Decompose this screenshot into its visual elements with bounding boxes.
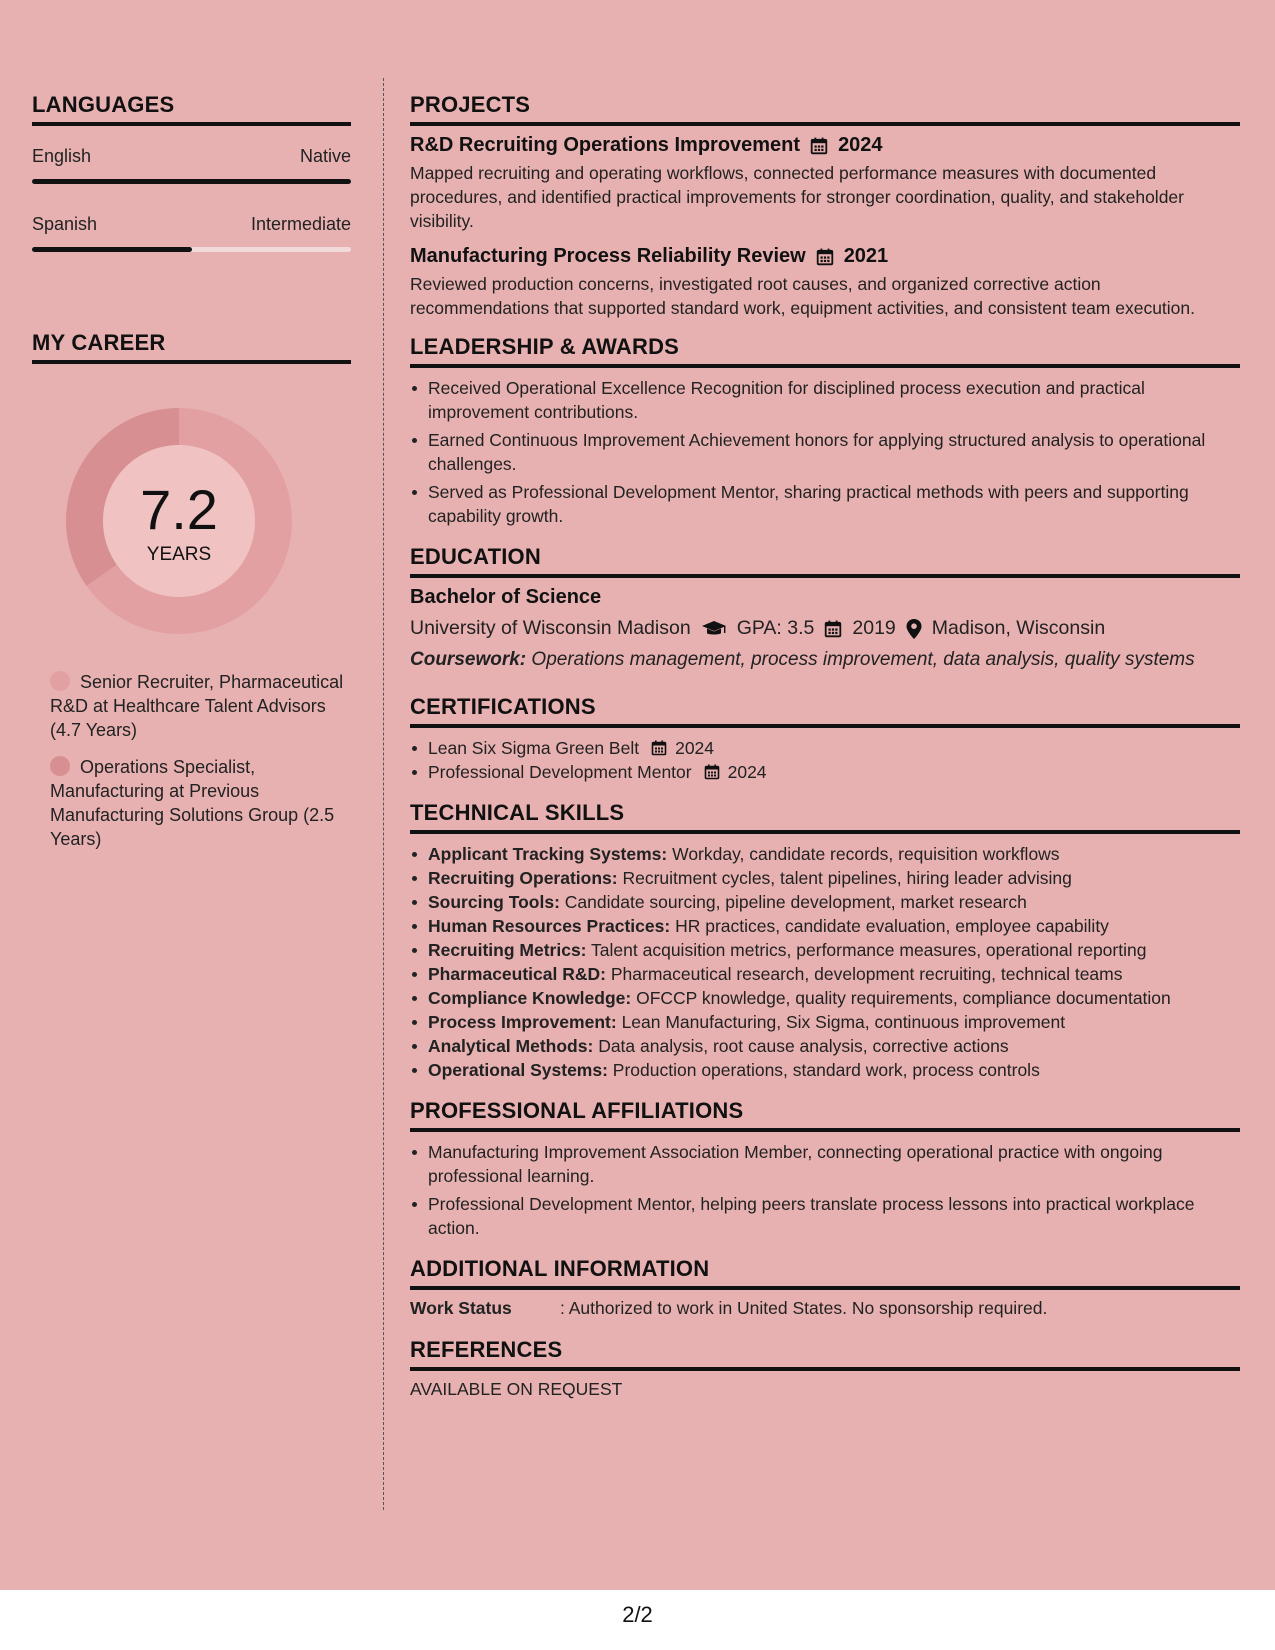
skill-value: Workday, candidate records, requisition workflows bbox=[672, 844, 1060, 864]
certifications-title: CERTIFICATIONS bbox=[410, 694, 1240, 728]
additional-section bbox=[410, 1256, 1240, 1319]
page-number: 2/2 bbox=[622, 1602, 653, 1627]
award-item: Earned Continuous Improvement Achievement honors for applying structured analysis to operational challenges. bbox=[410, 428, 1240, 476]
education-year: 2019 bbox=[852, 617, 896, 639]
legend-dot bbox=[50, 671, 70, 691]
language-level: Native bbox=[299, 146, 351, 166]
references-section bbox=[410, 1337, 1240, 1400]
left-column bbox=[32, 92, 351, 864]
work-status-label: Work Status bbox=[410, 1298, 512, 1318]
skill-item bbox=[410, 890, 1240, 914]
skill-item bbox=[410, 962, 1240, 986]
skill-label: Analytical Methods: bbox=[428, 1036, 594, 1056]
project-name: R&D Recruiting Operations Improvement bbox=[410, 134, 801, 156]
skill-item bbox=[410, 914, 1240, 938]
affiliations-title: PROFESSIONAL AFFILIATIONS bbox=[410, 1098, 1240, 1132]
career-legend-item bbox=[50, 755, 351, 851]
skill-label: Human Resources Practices: bbox=[428, 916, 671, 936]
certification-year: 2024 bbox=[675, 738, 715, 758]
language-english bbox=[32, 146, 351, 184]
project-item bbox=[410, 245, 1240, 320]
skills-section bbox=[410, 800, 1240, 1082]
graduation-cap-icon bbox=[701, 620, 727, 638]
skill-label: Applicant Tracking Systems: bbox=[428, 844, 668, 864]
skill-item bbox=[410, 986, 1240, 1010]
work-status-value: : Authorized to work in United States. No sponsorship required. bbox=[560, 1298, 1048, 1318]
awards-title: LEADERSHIP & AWARDS bbox=[410, 334, 1240, 368]
right-column bbox=[410, 92, 1240, 1400]
map-pin-icon bbox=[906, 619, 922, 639]
language-spanish bbox=[32, 214, 351, 252]
career-legend bbox=[32, 670, 351, 851]
career-total-unit: YEARS bbox=[146, 544, 212, 565]
skill-item bbox=[410, 1034, 1240, 1058]
certification-name: Professional Development Mentor bbox=[428, 762, 692, 782]
skill-value: Data analysis, root cause analysis, corrective actions bbox=[598, 1036, 1009, 1056]
calendar-icon bbox=[816, 248, 834, 266]
project-year: 2021 bbox=[843, 245, 889, 267]
additional-title: ADDITIONAL INFORMATION bbox=[410, 1256, 1240, 1290]
work-status-row bbox=[410, 1298, 1240, 1319]
skill-label: Compliance Knowledge: bbox=[428, 988, 632, 1008]
skill-value: HR practices, candidate evaluation, employee capability bbox=[675, 916, 1109, 936]
calendar-icon bbox=[824, 620, 842, 638]
skill-item bbox=[410, 1058, 1240, 1082]
skill-label: Pharmaceutical R&D: bbox=[428, 964, 606, 984]
calendar-icon bbox=[704, 764, 720, 780]
career-total-value: 7.2 bbox=[140, 478, 218, 541]
skill-value: Lean Manufacturing, Six Sigma, continuous improvement bbox=[621, 1012, 1066, 1032]
awards-section bbox=[410, 334, 1240, 528]
education-degree: Bachelor of Science bbox=[410, 586, 602, 608]
education-school: University of Wisconsin Madison bbox=[410, 617, 691, 639]
certification-item bbox=[410, 736, 1240, 760]
project-item bbox=[410, 134, 1240, 233]
award-item: Received Operational Excellence Recognition for disciplined process execution and practical improvement contributions. bbox=[410, 376, 1240, 424]
education-coursework bbox=[410, 648, 1240, 672]
project-description: Mapped recruiting and operating workflows, connected performance measures with documented procedures, and identified practical improvements for stronger coordination, quality, and stakeholder visibility. bbox=[410, 163, 1184, 231]
skill-value: Talent acquisition metrics, performance measures, operational reporting bbox=[591, 940, 1147, 960]
skill-value: OFCCP knowledge, quality requirements, compliance documentation bbox=[636, 988, 1171, 1008]
legend-dot bbox=[50, 756, 70, 776]
references-text: AVAILABLE ON REQUEST bbox=[410, 1379, 623, 1399]
award-item: Served as Professional Development Mentor, sharing practical methods with peers and supporting capability growth. bbox=[410, 480, 1240, 528]
language-bar-fill bbox=[32, 247, 192, 252]
language-level: Intermediate bbox=[250, 214, 351, 234]
languages-title: LANGUAGES bbox=[32, 92, 351, 126]
skill-item bbox=[410, 866, 1240, 890]
skill-label: Sourcing Tools: bbox=[428, 892, 560, 912]
education-location: Madison, Wisconsin bbox=[931, 617, 1106, 639]
certifications-section bbox=[410, 694, 1240, 784]
language-bar bbox=[32, 247, 351, 252]
skill-value: Candidate sourcing, pipeline development, market research bbox=[564, 892, 1027, 912]
references-title: REFERENCES bbox=[410, 1337, 1240, 1371]
coursework-text: Operations management, process improvement, data analysis, quality systems bbox=[531, 649, 1195, 670]
education-title: EDUCATION bbox=[410, 544, 1240, 578]
skill-value: Pharmaceutical research, development recruiting, technical teams bbox=[610, 964, 1123, 984]
career-role: Operations Specialist, Manufacturing at Previous Manufacturing Solutions Group (2.5 Years) bbox=[50, 757, 335, 849]
career-role: Senior Recruiter, Pharmaceutical R&D at Healthcare Talent Advisors (4.7 Years) bbox=[50, 672, 344, 740]
affiliations-section bbox=[410, 1098, 1240, 1240]
language-name: Spanish bbox=[32, 214, 98, 234]
skill-label: Process Improvement: bbox=[428, 1012, 617, 1032]
language-bar-fill bbox=[32, 179, 351, 184]
coursework-label: Coursework: bbox=[410, 649, 527, 670]
certification-name: Lean Six Sigma Green Belt bbox=[428, 738, 640, 758]
language-name: English bbox=[32, 146, 92, 166]
language-bar bbox=[32, 179, 351, 184]
skill-label: Recruiting Metrics: bbox=[428, 940, 587, 960]
project-name: Manufacturing Process Reliability Review bbox=[410, 245, 806, 267]
education-section bbox=[410, 544, 1240, 672]
skill-value: Production operations, standard work, process controls bbox=[612, 1060, 1040, 1080]
career-legend-item bbox=[50, 670, 351, 742]
education-gpa: GPA: 3.5 bbox=[736, 617, 815, 639]
calendar-icon bbox=[810, 137, 828, 155]
column-divider bbox=[383, 78, 384, 1510]
career-donut-chart bbox=[66, 408, 292, 634]
certification-item bbox=[410, 760, 1240, 784]
skill-item bbox=[410, 842, 1240, 866]
project-year: 2024 bbox=[838, 134, 883, 156]
skill-item bbox=[410, 1010, 1240, 1034]
skill-value: Recruitment cycles, talent pipelines, hiring leader advising bbox=[622, 868, 1072, 888]
skill-label: Recruiting Operations: bbox=[428, 868, 618, 888]
projects-title: PROJECTS bbox=[410, 92, 1240, 126]
affiliation-item: Manufacturing Improvement Association Member, connecting operational practice with ongoing professional learning. bbox=[410, 1140, 1240, 1188]
skill-label: Operational Systems: bbox=[428, 1060, 608, 1080]
skill-item bbox=[410, 938, 1240, 962]
project-description: Reviewed production concerns, investigated root causes, and organized corrective action recommendations that supported standard work, equipment activities, and consistent team execution. bbox=[410, 274, 1196, 318]
skills-title: TECHNICAL SKILLS bbox=[410, 800, 1240, 834]
career-title: MY CAREER bbox=[32, 330, 351, 364]
calendar-icon bbox=[651, 740, 667, 756]
affiliation-item: Professional Development Mentor, helping peers translate process lessons into practical workplace action. bbox=[410, 1192, 1240, 1240]
certification-year: 2024 bbox=[727, 762, 767, 782]
